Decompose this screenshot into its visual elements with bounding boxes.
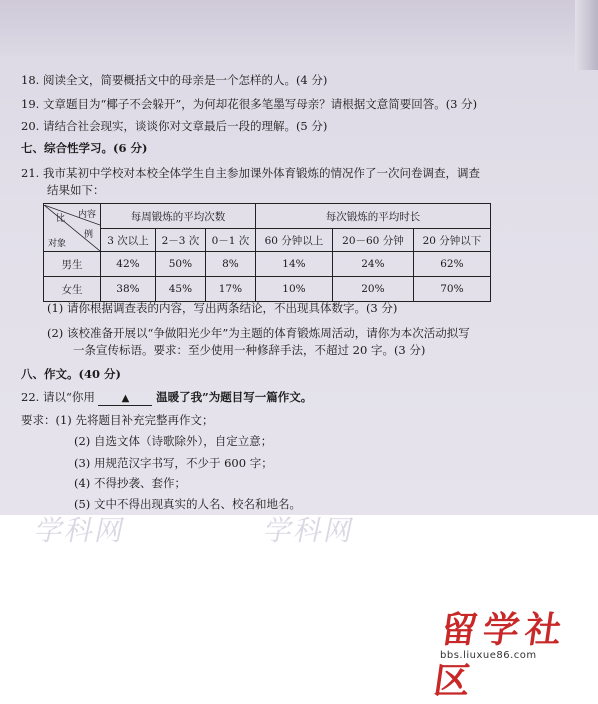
table-cell: 14% (255, 252, 332, 277)
scan-shadow (0, 0, 598, 56)
subquestion-2-line2: 一条宣传标语。要求：至少使用一种修辞手法，不超过 20 字。(3 分) (73, 343, 426, 357)
requirement-3: (3) 用规范汉字书写，不少于 600 字； (74, 456, 273, 470)
subquestion-1: (1) 请你根据调查表的内容，写出两条结论，不出现具体数字。(3 分) (47, 301, 398, 315)
essay-prompt-start: 22. 请以“你用 (21, 390, 95, 404)
question-21-line1: 21. 我市某初中学校对本校全体学生自主参加课外体育锻炼的情况作了一次问卷调查，调查 (21, 166, 480, 180)
table-cell: 24% (333, 252, 414, 277)
title-blank: ▲ (98, 393, 152, 406)
table-row (44, 277, 491, 302)
table-cell: 10% (255, 277, 332, 302)
requirement-2: (2) 自选文体（诗歌除外），自定立意； (74, 434, 273, 448)
row-label: 女生 (44, 277, 101, 302)
table-cell: 50% (155, 252, 205, 277)
watermark: 学科网 (261, 514, 359, 547)
table-corner-cell (44, 204, 101, 252)
subheader: 3 次以上 (101, 229, 156, 252)
row-label: 男生 (44, 252, 101, 277)
requirement-1: 要求：(1) 先将题目补充完整再作文； (21, 413, 214, 427)
site-logo: 留学社区 (431, 610, 571, 702)
subheader: 0－1 次 (205, 229, 255, 252)
subquestion-2-line1: (2) 该校准备开展以“争做阳光少年”为主题的体育锻炼周活动，请你为本次活动拟写 (47, 326, 470, 340)
subheader: 20 分钟以下 (413, 229, 490, 252)
question-18: 18. 阅读全文，简要概括文中的母亲是一个怎样的人。(4 分) (21, 73, 328, 87)
requirement-5: (5) 文中不得出现真实的人名、校名和地名。 (74, 497, 301, 511)
table-cell: 62% (413, 252, 490, 277)
question-21-line2: 结果如下： (47, 183, 105, 197)
table-cell: 38% (101, 277, 156, 302)
question-20: 20. 请结合社会现实，谈谈你对文章最后一段的理解。(5 分) (21, 119, 328, 133)
table-row (44, 252, 491, 277)
site-url: bbs.liuxue86.com (440, 650, 537, 661)
subheader: 60 分钟以上 (255, 229, 332, 252)
corner-label-ratio-b: 例 (84, 229, 94, 240)
corner-label-ratio-a: 比 (56, 213, 66, 224)
subheader: 2－3 次 (155, 229, 205, 252)
table-cell: 70% (413, 277, 490, 302)
corner-label-content: 内容 (78, 209, 97, 220)
essay-prompt-end: 温暖了我”为题目写一篇作文。 (156, 390, 313, 404)
page-fold (575, 0, 598, 70)
table-cell: 45% (155, 277, 205, 302)
header-weekly-frequency: 每周锻炼的平均次数 (101, 204, 256, 229)
question-19: 19. 文章题目为“椰子不会躲开”，为何却花很多笔墨写母亲？请根据文意简要回答。(3 分) (21, 97, 478, 111)
corner-label-subject: 对象 (48, 238, 67, 249)
essay-prompt (21, 390, 312, 406)
table-cell: 42% (101, 252, 156, 277)
section-7-heading: 七、综合性学习。(6 分) (21, 141, 148, 155)
table-cell: 8% (205, 252, 255, 277)
watermark: 学科网 (32, 514, 130, 547)
header-session-duration: 每次锻炼的平均时长 (255, 204, 490, 229)
section-8-heading: 八、作文。(40 分) (21, 367, 121, 381)
requirement-4: (4) 不得抄袭、套作； (74, 476, 186, 490)
table-cell: 17% (205, 277, 255, 302)
table-cell: 20% (333, 277, 414, 302)
subheader: 20－60 分钟 (333, 229, 414, 252)
survey-table (43, 203, 491, 302)
